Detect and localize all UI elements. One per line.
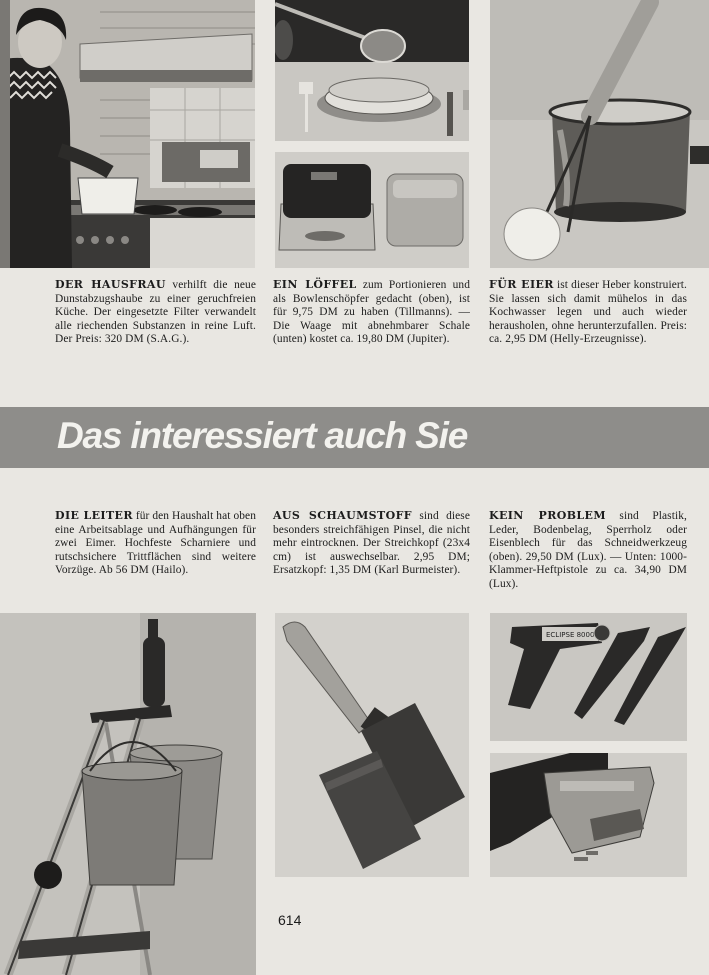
caption-lead: KEIN PROBLEM — [489, 509, 606, 522]
ladle-photo — [275, 0, 469, 141]
caption-text: für den Haushalt hat oben eine Arbeitsablage und Aufhängungen für zwei Eimer. Hochfeste Scharniere und rutschsichere Trittflächen sind weitere Vorzüge. Ab 56 DM (Hailo). — [55, 510, 256, 577]
caption-lead: DER HAUSFRAU — [55, 278, 166, 291]
caption-lead: AUS SCHAUMSTOFF — [273, 509, 413, 522]
caption-dunstabzugshaube — [55, 278, 256, 347]
caption-lead: FÜR EIER — [489, 278, 554, 291]
caption-leiter — [55, 509, 256, 578]
caption-text: ist dieser Heber konstruiert. Sie lassen sich damit mühelos in das Kochwasser legen und auch wieder herausholen, ohne herunterzufallen. Preis: ca. 2,95 DM (Helly-Erzeugnisse). — [489, 279, 687, 346]
cutting-tool-photo — [490, 613, 687, 741]
foam-brush-photo — [275, 613, 469, 877]
caption-text: verhilft die neue Dunstabzugshaube zu einer geruchfreien Küche. Der eingesetzte Filter verwandelt alle riechenden Substanzen in reine Luft. Der Preis: 320 DM (S.A.G.). — [55, 279, 256, 346]
ladder-photo — [0, 613, 256, 975]
caption-lead: DIE LEITER — [55, 509, 133, 522]
section-banner — [0, 407, 709, 468]
caption-text: zum Portionieren und als Bowlenschöpfer gedacht (oben), ist für 9,75 DM zu haben (Tillmanns). — Die Waage mit abnehmbarer Schale (unten) kostet ca. 19,80 DM (Jupiter). — [273, 279, 470, 346]
caption-schaumstoff — [273, 509, 470, 578]
stapler-photo — [490, 753, 687, 877]
caption-problem — [489, 509, 687, 592]
caption-text: sind diese besonders streichfähigen Pinsel, die nicht mehr eintrocknen. Der Streichkopf (23x4 cm) ist auswechselbar. 2,95 DM; Ersatzkopf: 1,35 DM (Karl Burmeister). — [273, 510, 470, 577]
kitchen-hood-photo — [0, 0, 255, 268]
kitchen-scale-photo — [275, 152, 469, 268]
egg-lifter-photo — [490, 0, 709, 268]
brand-label: ECLIPSE 8000 — [546, 631, 595, 639]
page-number: 614 — [278, 912, 302, 928]
banner-title: Das interessiert auch Sie — [57, 415, 468, 456]
caption-text: sind Plastik, Leder, Bodenbelag, Sperrholz oder Eisenblech für das Schneidwerkzeug (oben). 29,50 DM (Lux). — Unten: 1000-Klammer-Heftpistole zu ca. 34,90 DM (Lux). — [489, 510, 687, 590]
caption-lead: EIN LÖFFEL — [273, 278, 357, 291]
caption-eier — [489, 278, 687, 347]
caption-loeffel — [273, 278, 470, 347]
